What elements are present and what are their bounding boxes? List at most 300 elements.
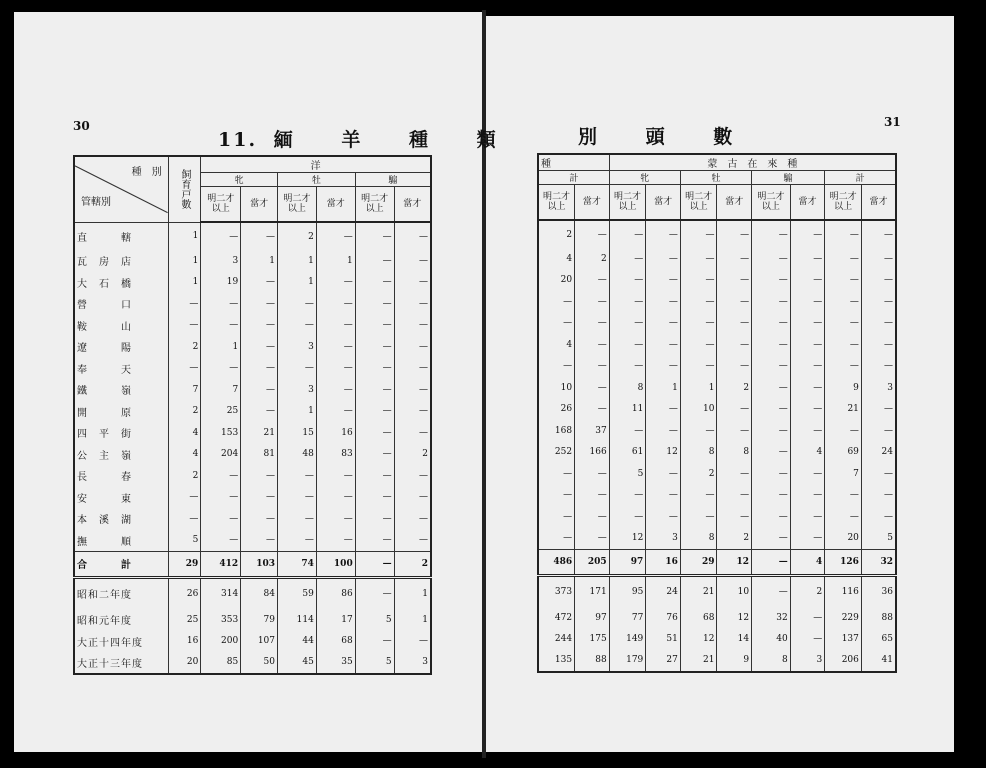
table-cell: —	[790, 270, 825, 292]
table-cell: —	[717, 399, 752, 421]
table-cell: —	[609, 270, 646, 292]
right-page-number: 31	[884, 115, 901, 129]
table-cell: 69	[825, 442, 862, 464]
castrated-header: 騸	[752, 171, 825, 185]
table-cell: —	[861, 313, 896, 335]
table-cell: 252	[554, 447, 573, 458]
table-cell: 153	[201, 422, 241, 444]
table-cell: 229	[825, 607, 862, 629]
table-cell: —	[825, 485, 862, 507]
table-cell: 14	[717, 629, 752, 651]
table-cell: —	[680, 334, 717, 356]
table-cell: —	[575, 334, 610, 356]
row-label: 公 主 嶺	[77, 450, 132, 462]
title-char: 別	[578, 126, 600, 148]
table-row	[74, 652, 431, 674]
table-cell: —	[790, 629, 825, 651]
table-cell: 16	[646, 549, 681, 575]
left-title	[218, 125, 498, 152]
table-cell: —	[717, 248, 752, 270]
table-cell: 9	[717, 650, 752, 672]
table-cell: 4	[566, 253, 573, 264]
table-cell: —	[680, 270, 717, 292]
table-cell: 24	[861, 442, 896, 464]
table-row	[74, 631, 431, 653]
table-cell: 74	[278, 551, 317, 577]
table-cell: 79	[241, 609, 278, 631]
table-cell: 19	[201, 272, 241, 294]
table-cell: 1	[168, 272, 201, 294]
table-cell: —	[861, 291, 896, 313]
table-cell: 68	[316, 631, 355, 653]
table-cell: 12	[717, 549, 752, 575]
table-cell: 4	[168, 444, 201, 466]
table-cell: —	[241, 401, 278, 423]
table-cell: 412	[201, 551, 241, 577]
table-cell: —	[646, 356, 681, 378]
table-cell: —	[168, 508, 201, 530]
table-cell: —	[316, 487, 355, 509]
table-cell: 8	[717, 442, 752, 464]
table-cell: —	[575, 220, 610, 248]
table-cell: —	[168, 487, 201, 509]
title-char: 種	[408, 129, 430, 151]
table-cell: —	[717, 356, 752, 378]
table-cell: —	[752, 399, 791, 421]
table-cell: —	[563, 533, 573, 543]
table-cell: —	[609, 420, 646, 442]
table-cell: —	[752, 291, 791, 313]
table-row	[74, 551, 431, 577]
row-label: 合 計	[74, 551, 168, 577]
table-cell: 86	[316, 577, 355, 609]
table-cell: —	[717, 220, 752, 248]
table-cell: —	[563, 511, 573, 522]
table-cell: 50	[241, 652, 278, 674]
households-header: 飼育戸數	[168, 156, 201, 222]
table-cell: —	[680, 356, 717, 378]
table-cell: 9	[825, 377, 862, 399]
table-cell: 8	[680, 528, 717, 550]
table-cell: 21	[680, 575, 717, 607]
table-cell: 40	[752, 629, 791, 651]
table-cell: —	[355, 551, 394, 577]
table-cell: 25	[201, 401, 241, 423]
table-cell: —	[575, 528, 610, 550]
table-cell: —	[609, 220, 646, 248]
table-row	[538, 356, 896, 378]
table-cell: 16	[316, 422, 355, 444]
table-cell: —	[316, 465, 355, 487]
age-current-header: 當才	[790, 185, 825, 221]
castrated-header: 騸	[355, 173, 431, 187]
table-cell: —	[646, 463, 681, 485]
table-cell: —	[752, 313, 791, 335]
table-cell: —	[609, 291, 646, 313]
table-cell: —	[717, 270, 752, 292]
table-cell: —	[168, 293, 201, 315]
table-cell: 1	[646, 377, 681, 399]
table-cell: —	[201, 465, 241, 487]
table-cell: —	[394, 508, 431, 530]
table-cell: —	[355, 222, 394, 250]
table-cell: —	[201, 487, 241, 509]
table-cell: —	[201, 508, 241, 530]
row-label: 大正十四年度	[77, 637, 143, 649]
table-cell: —	[790, 399, 825, 421]
table-row	[538, 420, 896, 442]
table-cell: —	[316, 222, 355, 250]
table-cell: —	[646, 313, 681, 335]
table-cell: 12	[717, 607, 752, 629]
left-table-body	[74, 222, 431, 674]
table-cell: 83	[316, 444, 355, 466]
table-row	[74, 222, 431, 250]
row-label: 昭和元年度	[77, 616, 132, 628]
table-cell: —	[861, 220, 896, 248]
table-cell: —	[355, 250, 394, 272]
table-cell: —	[278, 487, 317, 509]
table-cell: 97	[609, 549, 646, 575]
table-cell: —	[861, 420, 896, 442]
table-cell: 353	[201, 609, 241, 631]
table-cell: 137	[825, 629, 862, 651]
table-cell: 8	[680, 442, 717, 464]
row-label: 安 東	[77, 493, 132, 505]
table-cell: —	[394, 293, 431, 315]
table-cell: —	[575, 506, 610, 528]
left-page-number: 30	[73, 119, 90, 133]
table-cell: 114	[278, 609, 317, 631]
table-cell: —	[861, 485, 896, 507]
table-row	[538, 334, 896, 356]
table-cell: —	[717, 485, 752, 507]
table-cell: 486	[538, 549, 575, 575]
table-cell: —	[646, 291, 681, 313]
table-cell: 5	[355, 652, 394, 674]
table-cell: —	[861, 506, 896, 528]
age-current-header: 當才	[575, 185, 610, 221]
table-cell: —	[609, 248, 646, 270]
table-row	[74, 465, 431, 487]
table-cell: —	[394, 401, 431, 423]
table-cell: 10	[680, 399, 717, 421]
table-cell: —	[790, 313, 825, 335]
table-row	[538, 607, 896, 629]
row-label: 鞍 山	[77, 321, 132, 333]
table-cell: —	[394, 465, 431, 487]
table-cell: —	[752, 377, 791, 399]
table-cell: —	[609, 485, 646, 507]
table-row	[538, 506, 896, 528]
male-header: 牡	[278, 173, 356, 187]
table-cell: 2	[168, 336, 201, 358]
table-cell: 200	[201, 631, 241, 653]
table-cell: —	[575, 270, 610, 292]
table-cell: —	[752, 270, 791, 292]
table-cell: —	[575, 313, 610, 335]
age-over2-header: 明二才以上	[278, 187, 317, 223]
table-row	[538, 291, 896, 313]
table-cell: —	[241, 336, 278, 358]
table-cell: 5	[609, 463, 646, 485]
table-row	[538, 270, 896, 292]
table-cell: —	[680, 291, 717, 313]
table-cell: 1	[168, 222, 201, 250]
table-cell: —	[646, 248, 681, 270]
table-cell: —	[355, 379, 394, 401]
table-row	[74, 315, 431, 337]
table-cell: 95	[609, 575, 646, 607]
table-row	[74, 293, 431, 315]
table-cell: —	[394, 222, 431, 250]
table-cell: —	[861, 270, 896, 292]
table-cell: 1	[394, 577, 431, 609]
table-cell: 107	[241, 631, 278, 653]
table-cell: 206	[825, 650, 862, 672]
table-cell: 51	[646, 629, 681, 651]
title-char: 數	[713, 126, 735, 148]
table-cell: 175	[575, 629, 610, 651]
table-cell: 4	[790, 442, 825, 464]
table-cell: —	[316, 272, 355, 294]
table-cell: 3	[790, 650, 825, 672]
table-cell: 45	[278, 652, 317, 674]
table-cell: —	[646, 334, 681, 356]
table-cell: 149	[609, 629, 646, 651]
table-cell: —	[563, 318, 573, 329]
table-cell: —	[241, 272, 278, 294]
table-cell: —	[201, 358, 241, 380]
table-cell: —	[241, 465, 278, 487]
table-cell: 76	[646, 607, 681, 629]
table-row	[74, 250, 431, 272]
table-cell: —	[241, 222, 278, 250]
table-cell: —	[355, 293, 394, 315]
table-cell: —	[201, 530, 241, 552]
table-cell: 166	[575, 442, 610, 464]
table-row	[538, 549, 896, 575]
table-cell: —	[752, 248, 791, 270]
right-table	[537, 153, 897, 673]
table-row	[538, 377, 896, 399]
table-cell: —	[609, 334, 646, 356]
table-cell: —	[355, 465, 394, 487]
corner-header	[74, 156, 168, 222]
age-current-header: 當才	[861, 185, 896, 221]
table-cell: 5	[355, 609, 394, 631]
table-cell: —	[752, 549, 791, 575]
table-cell: —	[563, 490, 573, 501]
table-cell: —	[168, 358, 201, 380]
table-row	[538, 442, 896, 464]
table-cell: 3	[646, 528, 681, 550]
table-cell: —	[355, 508, 394, 530]
table-cell: 7	[825, 463, 862, 485]
row-label: 瓦 房 店	[77, 257, 132, 269]
table-cell: —	[241, 487, 278, 509]
table-cell: —	[825, 248, 862, 270]
table-cell: 2	[680, 463, 717, 485]
table-cell: —	[646, 506, 681, 528]
table-cell: 179	[609, 650, 646, 672]
table-cell: —	[355, 358, 394, 380]
row-label: 鐵 嶺	[77, 386, 132, 398]
table-cell: 205	[575, 549, 610, 575]
table-cell: 1	[241, 250, 278, 272]
table-cell: 3	[861, 377, 896, 399]
table-cell: 16	[168, 631, 201, 653]
table-row	[74, 487, 431, 509]
table-cell: 15	[278, 422, 317, 444]
table-cell: —	[752, 442, 791, 464]
table-cell: —	[861, 356, 896, 378]
table-cell: —	[646, 399, 681, 421]
table-cell: —	[717, 463, 752, 485]
table-cell: 84	[241, 577, 278, 609]
table-cell: 314	[201, 577, 241, 609]
table-cell: —	[355, 631, 394, 653]
table-cell: —	[394, 315, 431, 337]
table-cell: —	[241, 379, 278, 401]
table-cell: —	[563, 296, 573, 307]
table-cell: 168	[554, 425, 573, 436]
table-cell: 26	[560, 404, 573, 415]
table-cell: —	[394, 250, 431, 272]
table-cell: —	[790, 420, 825, 442]
table-cell: 4	[790, 549, 825, 575]
table-cell: —	[355, 422, 394, 444]
table-row	[538, 220, 896, 248]
table-row	[74, 358, 431, 380]
table-cell: —	[790, 220, 825, 248]
total2-header: 計	[825, 171, 896, 185]
table-row	[74, 609, 431, 631]
table-cell: —	[278, 315, 317, 337]
table-cell: 135	[554, 655, 573, 666]
age-current-header: 當才	[646, 185, 681, 221]
age-over2-header: 明二才以上	[538, 185, 575, 221]
table-cell: 68	[680, 607, 717, 629]
table-cell: —	[790, 463, 825, 485]
table-cell: —	[355, 272, 394, 294]
table-cell: —	[278, 508, 317, 530]
table-cell: —	[563, 361, 573, 372]
table-cell: —	[752, 485, 791, 507]
table-cell: 21	[241, 422, 278, 444]
table-cell: —	[394, 530, 431, 552]
table-cell: 8	[609, 377, 646, 399]
table-cell: —	[646, 485, 681, 507]
table-cell: —	[394, 272, 431, 294]
female-header: 牝	[201, 173, 278, 187]
table-cell: —	[355, 401, 394, 423]
table-cell: —	[355, 444, 394, 466]
table-cell: —	[680, 313, 717, 335]
table-cell: 36	[861, 575, 896, 607]
table-cell: 1	[278, 401, 317, 423]
table-cell: —	[201, 293, 241, 315]
table-cell: —	[575, 291, 610, 313]
table-cell: —	[717, 420, 752, 442]
table-cell: 12	[680, 629, 717, 651]
table-cell: —	[575, 356, 610, 378]
table-cell: —	[861, 463, 896, 485]
row-label: 本 溪 湖	[77, 515, 132, 527]
table-cell: 1	[201, 336, 241, 358]
row-label: 遼 陽	[77, 343, 132, 355]
table-cell: 35	[316, 652, 355, 674]
table-cell: —	[790, 334, 825, 356]
table-cell: —	[825, 220, 862, 248]
table-cell: 37	[575, 420, 610, 442]
table-cell: 41	[861, 650, 896, 672]
table-cell: —	[790, 607, 825, 629]
table-cell: 32	[861, 549, 896, 575]
table-cell: 26	[168, 577, 201, 609]
age-current-header: 當才	[394, 187, 431, 223]
table-cell: 8	[752, 650, 791, 672]
row-label: 撫 順	[77, 536, 132, 548]
age-over2-header: 明二才以上	[680, 185, 717, 221]
table-cell: —	[861, 334, 896, 356]
table-cell: —	[717, 291, 752, 313]
row-label: 營 口	[77, 300, 132, 312]
table-cell: —	[825, 506, 862, 528]
title-char: 頭	[645, 126, 667, 148]
title-number: 11.	[218, 129, 258, 151]
table-row	[538, 399, 896, 421]
table-cell: —	[355, 487, 394, 509]
female-header: 牝	[609, 171, 680, 185]
table-cell: 81	[241, 444, 278, 466]
table-cell: —	[316, 336, 355, 358]
table-cell: 3	[278, 336, 317, 358]
table-cell: 20	[560, 275, 573, 286]
table-row	[74, 422, 431, 444]
table-cell: 472	[554, 612, 573, 623]
title-char: 類	[476, 129, 498, 151]
table-cell: 116	[825, 575, 862, 607]
table-cell: 100	[316, 551, 355, 577]
age-current-header: 當才	[241, 187, 278, 223]
table-cell: —	[861, 399, 896, 421]
table-cell: 1	[168, 250, 201, 272]
table-cell: —	[752, 356, 791, 378]
male-header: 牡	[680, 171, 751, 185]
table-cell: 2	[790, 575, 825, 607]
table-cell: —	[825, 356, 862, 378]
right-table-body	[538, 220, 896, 672]
age-header-row	[538, 185, 896, 221]
age-current-header: 當才	[316, 187, 355, 223]
table-cell: —	[717, 506, 752, 528]
table-cell: 12	[646, 442, 681, 464]
table-cell: 10	[560, 382, 573, 393]
table-cell: 126	[825, 549, 862, 575]
table-cell: 20	[168, 652, 201, 674]
table-cell: —	[680, 420, 717, 442]
table-cell: —	[316, 379, 355, 401]
age-current-header: 當才	[717, 185, 752, 221]
table-cell: 24	[646, 575, 681, 607]
table-cell: —	[825, 420, 862, 442]
table-cell: 17	[316, 609, 355, 631]
table-cell: —	[201, 222, 241, 250]
table-cell: 2	[168, 465, 201, 487]
table-cell: 103	[241, 551, 278, 577]
table-cell: —	[790, 291, 825, 313]
